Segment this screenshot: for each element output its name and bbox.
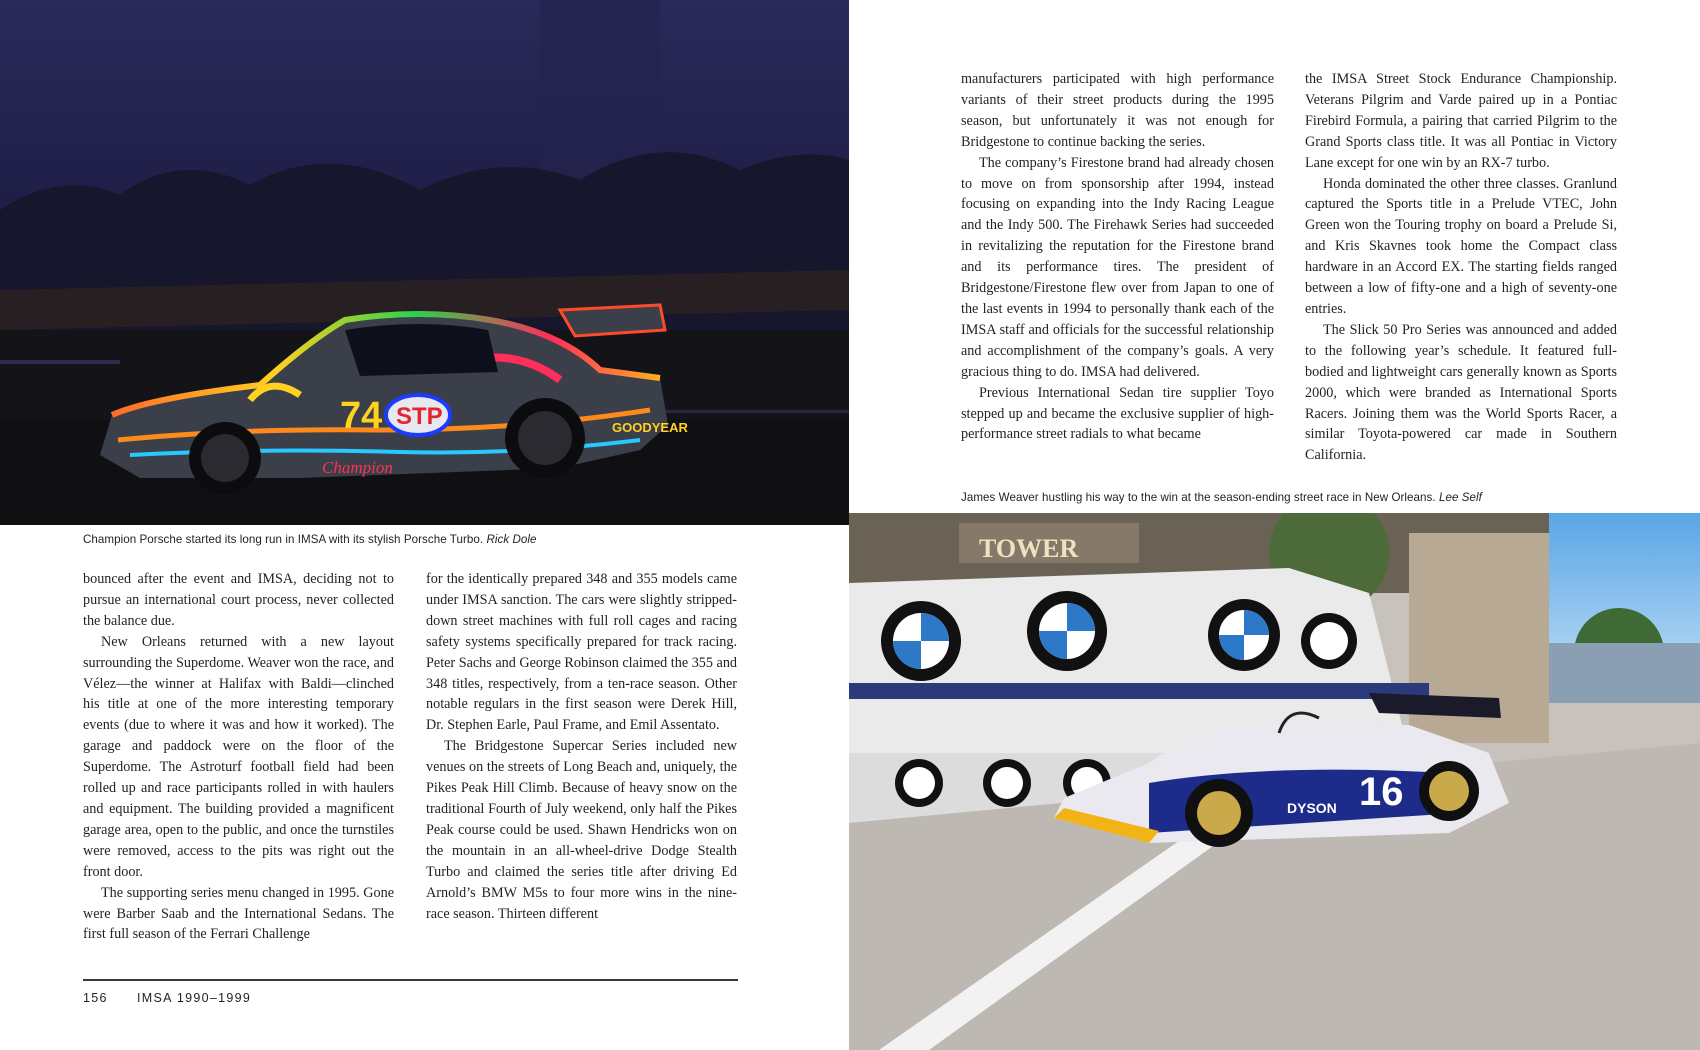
paragraph: bounced after the event and IMSA, deciding not to pursue an international court process, never collected the balance due.	[83, 571, 394, 629]
caption-left-text: Champion Porsche started its long run in IMSA with its stylish Porsche Turbo.	[83, 533, 484, 546]
caption-right-text: James Weaver hustling his way to the win at the season-ending street race in New Orleans.	[961, 491, 1436, 504]
champion-door-text: Champion	[322, 458, 393, 477]
paragraph: Previous International Sedan tire supplier Toyo stepped up and became the exclusive supplier of high-performance street radials to what became	[961, 384, 1274, 443]
paragraph: The company’s Firestone brand had already chosen to move on from sponsorship after 1994, instead focusing on expanding into the Indy Racing League and the Indy 500. The Firehawk Series had succeeded in revitalizing the reputation for the Firestone brand and its performance tires. The president of Bridgestone/Firestone flew over from Japan to one of the last events in 1994 to personally thank each of the IMSA staff and officials for the successful relationship and accomplishment of the company’s goals. A very gracious thing to do. IMSA had delivered.	[961, 154, 1274, 380]
paragraph: The Bridgestone Supercar Series included new venues on the streets of Long Beach and, uniquely, the Pikes Peak Hill Climb. Because of heavy snow on the traditional Fourth of July weekend, only half the Pikes Peak course could be used. Shawn Hendricks won on the mountain in an all-wheel-drive Dodge Stealth Turbo and claimed the series title after driving Ed Arnold’s BMW M5s to four more wins in the nine-race season. Thirteen different	[426, 738, 737, 922]
paragraph: Honda dominated the other three classes. Granlund captured the Sports title in a Prelude VTEC, John Green won the Touring trophy on board a Prelude Si, and Kris Skavnes took home the Compact class hardware in an Accord EX. The starting fields ranged between a low of fifty-one and a high of seventy-one entries.	[1305, 175, 1617, 317]
car-number-74: 74	[340, 395, 383, 437]
new-orleans-race-photo	[849, 513, 1700, 1050]
dyson-text: DYSON	[1287, 800, 1337, 816]
body-column-1	[83, 569, 394, 945]
paragraph: manufacturers participated with high performance variants of their street products during the 1995 season, but unfortunately it was not enough for Bridgestone to continue backing the series.	[961, 71, 1274, 150]
caption-right-photo	[961, 491, 1482, 504]
body-column-4	[1305, 69, 1617, 466]
goodyear-text: GOODYEAR	[612, 420, 688, 435]
paragraph: the IMSA Street Stock Endurance Championship. Veterans Pilgrim and Varde paired up in a Pontiac Firebird Formula, a pairing that carried Pilgrim to the Grand Sports class title. It was all Pontiac in Victory Lane except for one win by an RX-7 turbo.	[1305, 71, 1617, 171]
running-head: IMSA 1990–1999	[137, 991, 252, 1005]
porsche-photo-illustration	[0, 0, 849, 525]
paragraph: for the identically prepared 348 and 355 models came under IMSA sanction. The cars were slightly stripped-down street machines with full roll cages and racing safety systems specifically prepared for track racing. Peter Sachs and George Robinson claimed the 355 and 348 titles, respectively, from a ten-race season. Other notable regulars in the first season were Derek Hill, Dr. Stephen Earle, Paul Frame, and Emil Assentato.	[426, 571, 738, 734]
body-column-3	[961, 69, 1274, 445]
page-number: 156	[83, 991, 108, 1005]
car-number-16: 16	[1359, 770, 1404, 814]
stp-logo: STP	[396, 403, 443, 430]
paragraph: The supporting series menu changed in 1995. Gone were Barber Saab and the International Sedans. The first full season of the Ferrari Challenge	[83, 884, 394, 943]
caption-left-photo	[83, 533, 537, 546]
porsche-night-photo	[0, 0, 849, 525]
photo-credit-right: Lee Self	[1438, 491, 1482, 504]
paragraph: The Slick 50 Pro Series was announced and added to the following year’s schedule. It featured full-bodied and lightweight cars generally known as Sports 2000, which were branded as International Sports Racers. Joining them was the World Sports Racer, a similar Toyota-powered car made in Southern California.	[1305, 321, 1617, 464]
tower-sign: TOWER	[979, 534, 1079, 563]
photo-credit-left: Rick Dole	[486, 533, 537, 546]
footer-rule	[83, 979, 738, 981]
paragraph: New Orleans returned with a new layout surrounding the Superdome. Weaver won the race, and Vélez—the winner at Halifax with Baldi—clinched his title at one of the more interesting temporary events (due to where it was and how it worked). The garage and paddock were on the floor of the Superdome. The Astroturf football field had been rolled up and race participants rolled in with haulers and equipment. The building provided a magnificent garage area, open to the public, and once the turnstiles were removed, access to the pits was right out the front door.	[83, 633, 395, 880]
body-column-2	[426, 569, 737, 924]
race-photo-illustration	[849, 513, 1700, 1050]
